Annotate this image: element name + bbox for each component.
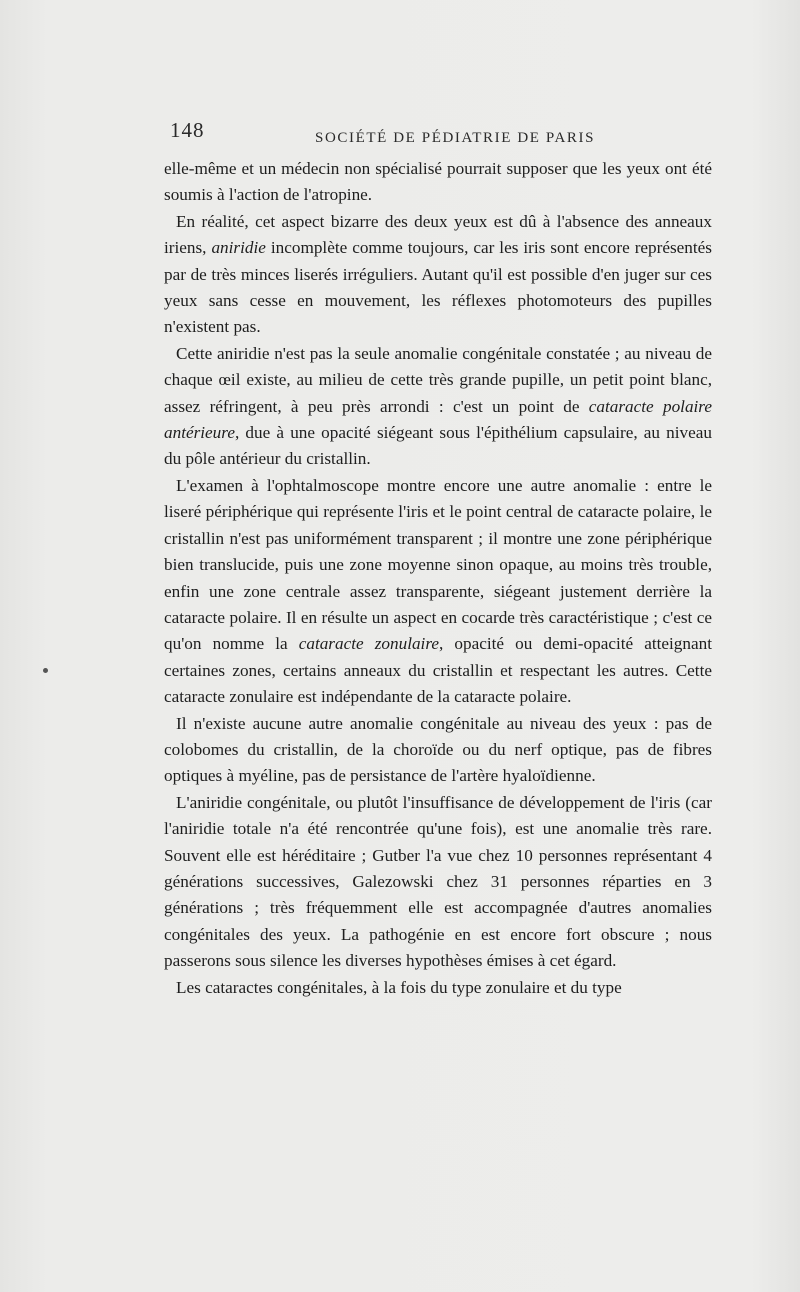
body-text [164, 156, 712, 1001]
paragraph-3: Cette aniridie n'est pas la seule anomalie congénitale constatée ; au niveau de chaque œil existe, au milieu de cette très grande pupille, un petit point blanc, assez réfringent, à peu près arrondi : c'est un point de cataracte polaire antérieure, due à une opacité siégeant sous l'épithélium capsulaire, au niveau du pôle antérieur du cristallin. [164, 343, 712, 469]
italic-term-cataracte-polaire: cataracte polaire antérieure [164, 396, 712, 443]
running-title: SOCIÉTÉ DE PÉDIATRIE DE PARIS [315, 130, 596, 146]
italic-term-aniridie: aniridie [211, 238, 266, 258]
paragraph-2: En réalité, cet aspect bizarre des deux yeux est dû à l'absence des anneaux iriens, aniridie incomplète comme toujours, car les iris sont encore représentés par de très minces liserés irréguliers. Autant qu'il est possible d'en juger sur ces yeux sans cesse en mouvement, les réflexes photomoteurs des pupilles n'existent pas. [164, 211, 712, 337]
paragraph-6: L'aniridie congénitale, ou plutôt l'insuffisance de développement de l'iris (car l'aniridie totale n'a été rencontrée qu'une fois), est une anomalie très rare. Souvent elle est héréditaire ; Gutber l'a vue chez 10 personnes représentant 4 générations successives, Galezowski chez 31 personnes réparties en 3 générations ; très fréquemment elle est accompagnée d'autres anomalies congénitales des yeux. La pathogénie en est encore fort obscure ; nous passerons sous silence les diverses hypothèses émises à cet égard. [164, 792, 712, 971]
paragraph-5: Il n'existe aucune autre anomalie congénitale au niveau des yeux : pas de colobomes du cristallin, de la choroïde ou du nerf optique, pas de fibres optiques à myéline, pas de persistance de l'artère hyaloïdienne. [164, 713, 712, 786]
page-number: 148 [170, 118, 205, 142]
paragraph-4: L'examen à l'ophtalmoscope montre encore une autre anomalie : entre le liseré périphérique qui représente l'iris et le point central de cataracte polaire, le cristallin n'est pas uniformément transparent ; il montre une zone périphérique bien translucide, puis une zone moyenne sinon opaque, au moins très trouble, enfin une zone centrale assez transparente, siégeant justement derrière la cataracte polaire. Il en résulte un aspect en cocarde très caractéristique ; c'est ce qu'on nomme la cataracte zonulaire, opacité ou demi-opacité atteignant certaines zones, certains anneaux du cristallin et respectant les autres. Cette cataracte zonulaire est indépendante de la cataracte polaire. [164, 475, 712, 707]
italic-term-cataracte-zonulaire: cataracte zonulaire [298, 634, 440, 654]
paragraph-1: elle-même et un médecin non spécialisé pourrait supposer que les yeux ont été soumis à l'action de l'atropine. [164, 159, 712, 205]
paragraph-7: Les cataractes congénitales, à la fois du type zonulaire et du type [176, 977, 622, 997]
page-header [170, 118, 710, 146]
margin-speck [43, 668, 48, 673]
